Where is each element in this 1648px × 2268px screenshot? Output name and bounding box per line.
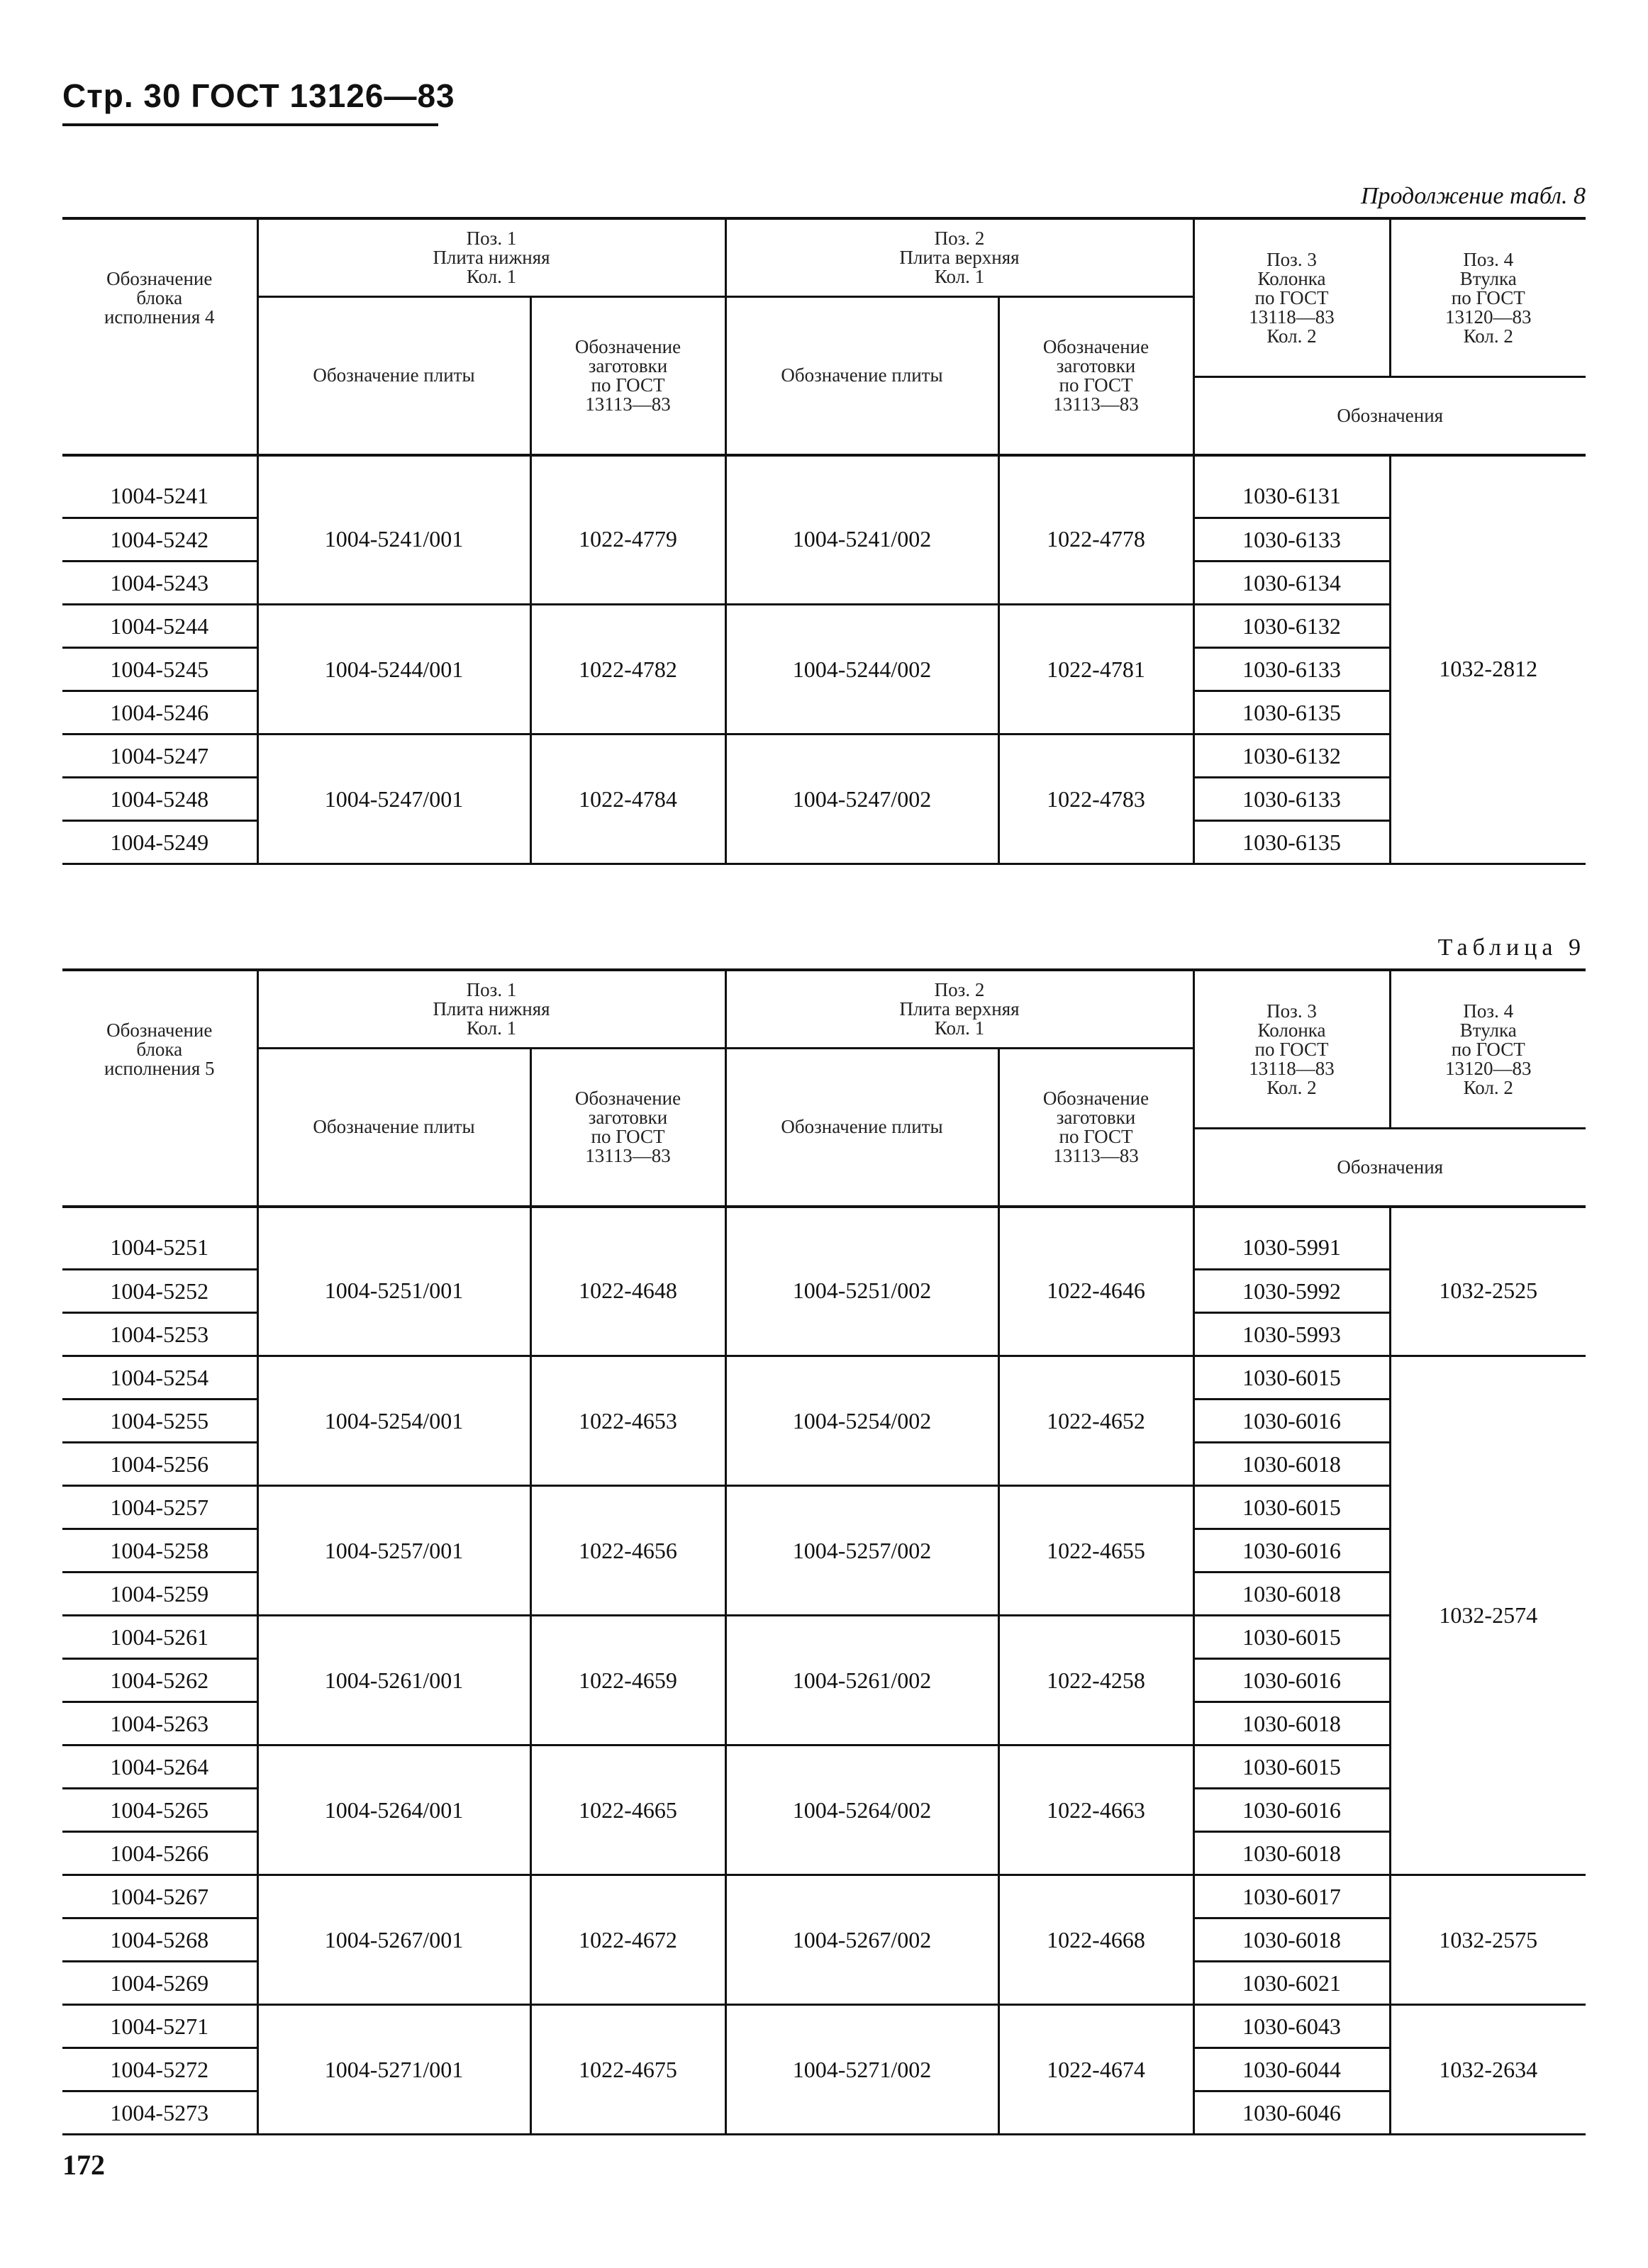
upper-plate-cell: 1004-5261/002 <box>725 1616 998 1745</box>
column-designation-cell: 1030-6021 <box>1193 1962 1390 2005</box>
header-lower-plate-designation: Обозначение плиты <box>257 1048 530 1207</box>
block-designation-cell: 1004-5251 <box>62 1227 257 1270</box>
column-designation-cell: 1030-6133 <box>1193 778 1390 821</box>
header-pos2-upper-plate <box>725 970 1193 1048</box>
header-line: по ГОСТ <box>1254 286 1329 308</box>
header-line: по ГОСТ <box>591 1125 665 1147</box>
upper-plate-cell: 1004-5244/002 <box>725 605 998 734</box>
upper-blank-cell: 1022-4652 <box>998 1356 1193 1486</box>
block-designation-cell: 1004-5256 <box>62 1443 257 1486</box>
block-designation-cell: 1004-5257 <box>62 1486 257 1529</box>
upper-blank-cell: 1022-4781 <box>998 605 1193 734</box>
upper-blank-cell: 1022-4783 <box>998 734 1193 864</box>
header-designations: Обозначения <box>1193 1129 1586 1207</box>
block-designation-cell: 1004-5242 <box>62 518 257 562</box>
block-designation-cell: 1004-5264 <box>62 1745 257 1789</box>
block-designation-cell: 1004-5273 <box>62 2091 257 2135</box>
header-block-designation <box>62 218 257 377</box>
header-line: блока <box>136 1039 183 1061</box>
lower-plate-cell: 1004-5247/001 <box>257 734 530 864</box>
header-line: Колонка <box>1257 1019 1326 1041</box>
header-line: по ГОСТ <box>1059 1125 1133 1147</box>
header-line: Кол. 2 <box>1266 1076 1317 1098</box>
header-line: Обозначение <box>1042 335 1149 357</box>
table9-body <box>62 1227 1586 2135</box>
header-line: Плита верхняя <box>899 998 1020 1020</box>
column-designation-cell: 1030-6133 <box>1193 518 1390 562</box>
upper-blank-cell: 1022-4258 <box>998 1616 1193 1745</box>
header-line: Плита верхняя <box>899 246 1020 268</box>
upper-blank-cell: 1022-4674 <box>998 2005 1193 2135</box>
lower-blank-cell: 1022-4782 <box>530 605 725 734</box>
upper-plate-cell: 1004-5267/002 <box>725 1875 998 2005</box>
header-pos1-lower-plate <box>257 218 725 296</box>
table8-body <box>62 475 1586 864</box>
lower-plate-cell: 1004-5254/001 <box>257 1356 530 1486</box>
header-rule <box>62 123 438 126</box>
lower-plate-cell: 1004-5267/001 <box>257 1875 530 2005</box>
upper-blank-cell: 1022-4668 <box>998 1875 1193 2005</box>
header-line: Кол. 1 <box>934 265 985 287</box>
header-line: заготовки <box>588 354 668 376</box>
header-line: 13113—83 <box>585 1144 671 1166</box>
block-designation-cell: 1004-5246 <box>62 691 257 734</box>
header-pos4-bushing <box>1390 218 1586 377</box>
column-designation-cell: 1030-6132 <box>1193 734 1390 778</box>
block-designation-cell: 1004-5266 <box>62 1832 257 1875</box>
header-line: Обозначение <box>106 1020 213 1041</box>
block-designation-cell: 1004-5245 <box>62 648 257 691</box>
header-pos3-column <box>1193 218 1390 377</box>
table-row <box>62 605 1586 648</box>
header-line: исполнения 5 <box>104 1058 215 1080</box>
header-line: заготовки <box>588 1106 668 1128</box>
header-line: Кол. 1 <box>934 1017 985 1039</box>
bushing-designation-cell: 1032-2575 <box>1390 1875 1586 2005</box>
header-pos2-upper-plate <box>725 218 1193 296</box>
column-designation-cell: 1030-5992 <box>1193 1270 1390 1313</box>
bushing-designation-cell: 1032-2525 <box>1390 1227 1586 1356</box>
lower-blank-cell: 1022-4672 <box>530 1875 725 2005</box>
header-upper-blank-designation <box>998 1048 1193 1207</box>
lower-plate-cell: 1004-5251/001 <box>257 1227 530 1356</box>
table-row <box>62 1616 1586 1659</box>
block-designation-cell: 1004-5259 <box>62 1572 257 1616</box>
column-designation-cell: 1030-6017 <box>1193 1875 1390 1918</box>
bushing-designation-cell: 1032-2634 <box>1390 2005 1586 2135</box>
upper-plate-cell: 1004-5271/002 <box>725 2005 998 2135</box>
column-designation-cell: 1030-6015 <box>1193 1356 1390 1400</box>
header-line: Обозначение <box>574 335 681 357</box>
header-line: 13118—83 <box>1249 306 1335 328</box>
upper-blank-cell: 1022-4778 <box>998 475 1193 605</box>
header-line: 13113—83 <box>585 393 671 415</box>
header-lower-plate-designation: Обозначение плиты <box>257 296 530 455</box>
header-line: Втулка <box>1459 1019 1517 1041</box>
block-designation-cell: 1004-5267 <box>62 1875 257 1918</box>
lower-blank-cell: 1022-4648 <box>530 1227 725 1356</box>
block-designation-cell: 1004-5255 <box>62 1400 257 1443</box>
lower-plate-cell: 1004-5261/001 <box>257 1616 530 1745</box>
header-designations: Обозначения <box>1193 377 1586 455</box>
upper-plate-cell: 1004-5241/002 <box>725 475 998 605</box>
bushing-designation-cell: 1032-2812 <box>1390 475 1586 864</box>
column-designation-cell: 1030-6016 <box>1193 1400 1390 1443</box>
block-designation-cell: 1004-5265 <box>62 1789 257 1832</box>
table-row <box>62 1875 1586 1918</box>
block-designation-cell: 1004-5247 <box>62 734 257 778</box>
table-row <box>62 2005 1586 2048</box>
block-designation-cell: 1004-5252 <box>62 1270 257 1313</box>
column-designation-cell: 1030-6135 <box>1193 821 1390 864</box>
lower-blank-cell: 1022-4675 <box>530 2005 725 2135</box>
table-row <box>62 1227 1586 1270</box>
column-designation-cell: 1030-6018 <box>1193 1443 1390 1486</box>
upper-blank-cell: 1022-4646 <box>998 1227 1193 1356</box>
upper-blank-cell: 1022-4655 <box>998 1486 1193 1616</box>
upper-plate-cell: 1004-5254/002 <box>725 1356 998 1486</box>
block-designation-cell: 1004-5241 <box>62 475 257 518</box>
column-designation-cell: 1030-6016 <box>1193 1789 1390 1832</box>
table-row <box>62 734 1586 778</box>
table-row <box>62 1356 1586 1400</box>
lower-plate-cell: 1004-5264/001 <box>257 1745 530 1875</box>
header-line: исполнения 4 <box>104 306 215 328</box>
bushing-designation-cell: 1032-2574 <box>1390 1356 1586 1875</box>
header-line: Обозначение <box>106 268 213 290</box>
column-designation-cell: 1030-6018 <box>1193 1702 1390 1745</box>
column-designation-cell: 1030-6016 <box>1193 1529 1390 1572</box>
header-line: 13120—83 <box>1445 1057 1532 1079</box>
block-designation-cell: 1004-5272 <box>62 2048 257 2091</box>
column-designation-cell: 1030-5993 <box>1193 1313 1390 1356</box>
header-line: Кол. 1 <box>466 1017 517 1039</box>
lower-plate-cell: 1004-5241/001 <box>257 475 530 605</box>
header-upper-blank-designation <box>998 296 1193 455</box>
table-row <box>62 475 1586 518</box>
header-pos1-lower-plate <box>257 970 725 1048</box>
table-8 <box>62 217 1586 865</box>
header-line: Поз. 4 <box>1463 1000 1514 1022</box>
header-line: Кол. 2 <box>1463 325 1513 347</box>
header-line: по ГОСТ <box>1451 286 1525 308</box>
header-line: блока <box>136 287 183 309</box>
header-line: по ГОСТ <box>591 374 665 396</box>
header-line: заготовки <box>1056 1106 1136 1128</box>
block-designation-cell: 1004-5254 <box>62 1356 257 1400</box>
block-designation-cell: 1004-5244 <box>62 605 257 648</box>
upper-plate-cell: 1004-5247/002 <box>725 734 998 864</box>
header-line: Втулка <box>1459 267 1517 289</box>
header-line: Поз. 1 <box>466 978 517 1000</box>
header-line: заготовки <box>1056 354 1136 376</box>
column-designation-cell: 1030-6132 <box>1193 605 1390 648</box>
table-9 <box>62 968 1586 2135</box>
upper-plate-cell: 1004-5257/002 <box>725 1486 998 1616</box>
header-lower-blank-designation <box>530 1048 725 1207</box>
column-designation-cell: 1030-6044 <box>1193 2048 1390 2091</box>
block-designation-cell: 1004-5262 <box>62 1659 257 1702</box>
upper-plate-cell: 1004-5264/002 <box>725 1745 998 1875</box>
block-designation-cell: 1004-5249 <box>62 821 257 864</box>
column-designation-cell: 1030-6015 <box>1193 1486 1390 1529</box>
header-line: Плита нижняя <box>433 246 550 268</box>
header-line: Обозначение <box>1042 1087 1149 1109</box>
lower-blank-cell: 1022-4653 <box>530 1356 725 1486</box>
block-designation-cell: 1004-5269 <box>62 1962 257 2005</box>
header-pos3-column <box>1193 970 1390 1129</box>
lower-blank-cell: 1022-4659 <box>530 1616 725 1745</box>
column-designation-cell: 1030-6135 <box>1193 691 1390 734</box>
block-designation-cell: 1004-5261 <box>62 1616 257 1659</box>
header-line: Кол. 2 <box>1463 1076 1513 1098</box>
upper-plate-cell: 1004-5251/002 <box>725 1227 998 1356</box>
header-line: Плита нижняя <box>433 998 550 1020</box>
lower-blank-cell: 1022-4784 <box>530 734 725 864</box>
lower-blank-cell: 1022-4656 <box>530 1486 725 1616</box>
block-designation-cell: 1004-5263 <box>62 1702 257 1745</box>
header-upper-plate-designation: Обозначение плиты <box>725 1048 998 1207</box>
page-header-title: Стр. 30 ГОСТ 13126—83 <box>62 77 455 114</box>
block-designation-cell: 1004-5268 <box>62 1918 257 1962</box>
column-designation-cell: 1030-6043 <box>1193 2005 1390 2048</box>
block-designation-cell: 1004-5248 <box>62 778 257 821</box>
block-designation-cell: 1004-5253 <box>62 1313 257 1356</box>
column-designation-cell: 1030-6015 <box>1193 1745 1390 1789</box>
column-designation-cell: 1030-6016 <box>1193 1659 1390 1702</box>
column-designation-cell: 1030-6133 <box>1193 648 1390 691</box>
header-line: Обозначение <box>574 1087 681 1109</box>
column-designation-cell: 1030-6015 <box>1193 1616 1390 1659</box>
header-line: 13113—83 <box>1053 1144 1139 1166</box>
header-line: Поз. 4 <box>1463 248 1514 270</box>
header-line: по ГОСТ <box>1254 1038 1329 1060</box>
column-designation-cell: 1030-5991 <box>1193 1227 1390 1270</box>
upper-blank-cell: 1022-4663 <box>998 1745 1193 1875</box>
header-block-designation <box>62 970 257 1129</box>
lower-blank-cell: 1022-4665 <box>530 1745 725 1875</box>
header-line: Поз. 1 <box>466 227 517 249</box>
header-line: 13118—83 <box>1249 1057 1335 1079</box>
header-line: 13113—83 <box>1053 393 1139 415</box>
table-row <box>62 1486 1586 1529</box>
header-line: Кол. 2 <box>1266 325 1317 347</box>
header-line: Колонка <box>1257 267 1326 289</box>
column-designation-cell: 1030-6134 <box>1193 562 1390 605</box>
column-designation-cell: 1030-6018 <box>1193 1918 1390 1962</box>
header-line: 13120—83 <box>1445 306 1532 328</box>
header-line: по ГОСТ <box>1451 1038 1525 1060</box>
lower-plate-cell: 1004-5271/001 <box>257 2005 530 2135</box>
header-line: Поз. 3 <box>1266 1000 1317 1022</box>
block-designation-cell: 1004-5271 <box>62 2005 257 2048</box>
column-designation-cell: 1030-6018 <box>1193 1572 1390 1616</box>
table-row <box>62 1745 1586 1789</box>
lower-plate-cell: 1004-5257/001 <box>257 1486 530 1616</box>
column-designation-cell: 1030-6018 <box>1193 1832 1390 1875</box>
table9-title: Таблица 9 <box>1437 934 1586 961</box>
header-line: Поз. 2 <box>934 978 985 1000</box>
header-line: Кол. 1 <box>466 265 517 287</box>
block-designation-cell: 1004-5258 <box>62 1529 257 1572</box>
table8-continuation-note: Продолжение табл. 8 <box>1360 183 1586 209</box>
header-line: по ГОСТ <box>1059 374 1133 396</box>
header-upper-plate-designation: Обозначение плиты <box>725 296 998 455</box>
lower-plate-cell: 1004-5244/001 <box>257 605 530 734</box>
lower-blank-cell: 1022-4779 <box>530 475 725 605</box>
header-lower-blank-designation <box>530 296 725 455</box>
column-designation-cell: 1030-6131 <box>1193 475 1390 518</box>
block-designation-cell: 1004-5243 <box>62 562 257 605</box>
header-line: Поз. 2 <box>934 227 985 249</box>
header-line: Поз. 3 <box>1266 248 1317 270</box>
column-designation-cell: 1030-6046 <box>1193 2091 1390 2135</box>
page-number: 172 <box>62 2149 105 2181</box>
header-pos4-bushing <box>1390 970 1586 1129</box>
